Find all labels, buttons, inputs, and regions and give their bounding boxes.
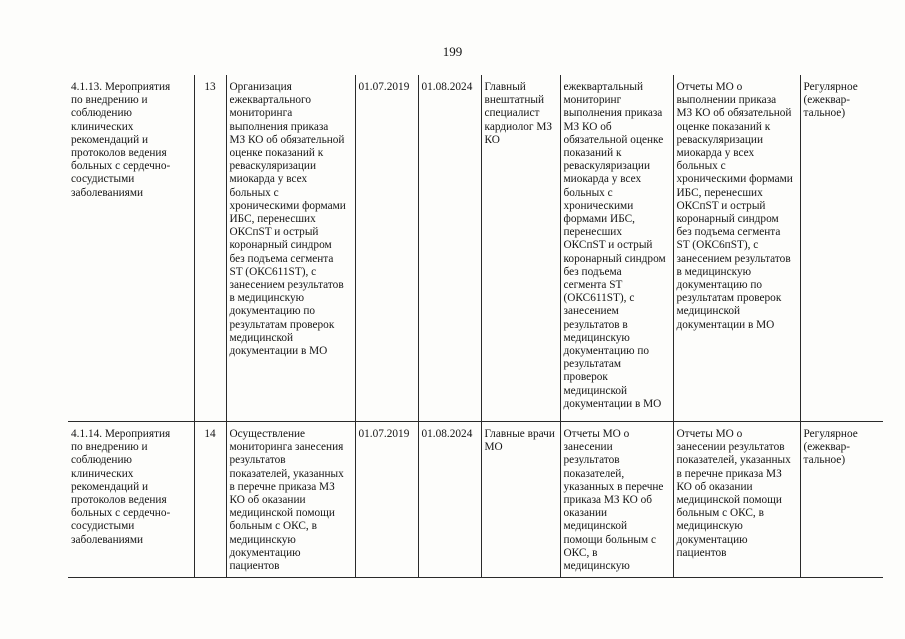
measure-cell: 4.1.13. Мероприятия по внедрению и соблюдению клинических рекомендаций и протоколов ведения больных с сердечно- сосудистыми заболеваниями (68, 75, 194, 422)
reports-cell: Отчеты МО о занесении результатов показателей, указанных в перечне приказа МЗ КО об оказании медицинской помощи больным с ОКС, в медицинскую документацию пациентов (673, 422, 800, 578)
measures-table (68, 75, 883, 578)
periodicity-cell: Регулярное (ежеквар- тальное) (800, 75, 883, 422)
measure-cell: 4.1.14. Мероприятия по внедрению и соблюдению клинических рекомендаций и протоколов ведения больных с сердечно- сосудистыми заболеваниями (68, 422, 194, 578)
reports-cell: Отчеты МО о выполнении приказа МЗ КО об обязательной оценке показаний к реваскуляризации миокарда у всех больных с хроническими формами ИБС, перенесших ОКСпST и острый коронарный синдром без подъема сегмента ST (ОКС6пST), с занесением результатов в медицинскую документацию по результатам проверок медицинской документации в МО (673, 75, 800, 422)
responsible-cell: Главные врачи МО (481, 422, 560, 578)
description-cell: Организация ежеквартального мониторинга выполнения приказа МЗ КО об обязательной оценке показаний к реваскуляризации миокарда у всех больных с хроническими формами ИБС, перенесших ОКСпST и острый коронарный синдром без подъема сегмента ST (ОКС611ST), с занесением результатов в медицинскую документацию по результатам проверок медицинской документации в МО (226, 75, 355, 422)
table-row (68, 422, 883, 578)
result-cell: ежеквартальный мониторинг выполнения приказа МЗ КО об обязательной оценке показаний к реваскуляризации миокарда у всех больных с хроническими формами ИБС, перенесших ОКСпST и острый коронарный синдром без подъема сегмента ST (ОКС611ST), с занесением результатов в медицинскую документацию по результатам проверок медицинской документации в МО (560, 75, 673, 422)
start-date-cell: 01.07.2019 (355, 422, 418, 578)
table-row (68, 75, 883, 422)
end-date-cell: 01.08.2024 (418, 422, 481, 578)
end-date-cell: 01.08.2024 (418, 75, 481, 422)
page-number: 199 (442, 44, 463, 59)
periodicity-cell: Регулярное (ежеквар- тальное) (800, 422, 883, 578)
row-number-cell: 14 (194, 422, 226, 578)
start-date-cell: 01.07.2019 (355, 75, 418, 422)
result-cell: Отчеты МО о занесении результатов показателей, указанных в перечне приказа МЗ КО об оказании медицинской помощи больным с ОКС, в медицинскую (560, 422, 673, 578)
responsible-cell: Главный внештатный специалист кардиолог МЗ КО (481, 75, 560, 422)
description-cell: Осуществление мониторинга занесения результатов показателей, указанных в перечне приказа МЗ КО об оказании медицинской помощи больным с ОКС, в медицинскую документацию пациентов (226, 422, 355, 578)
row-number-cell: 13 (194, 75, 226, 422)
